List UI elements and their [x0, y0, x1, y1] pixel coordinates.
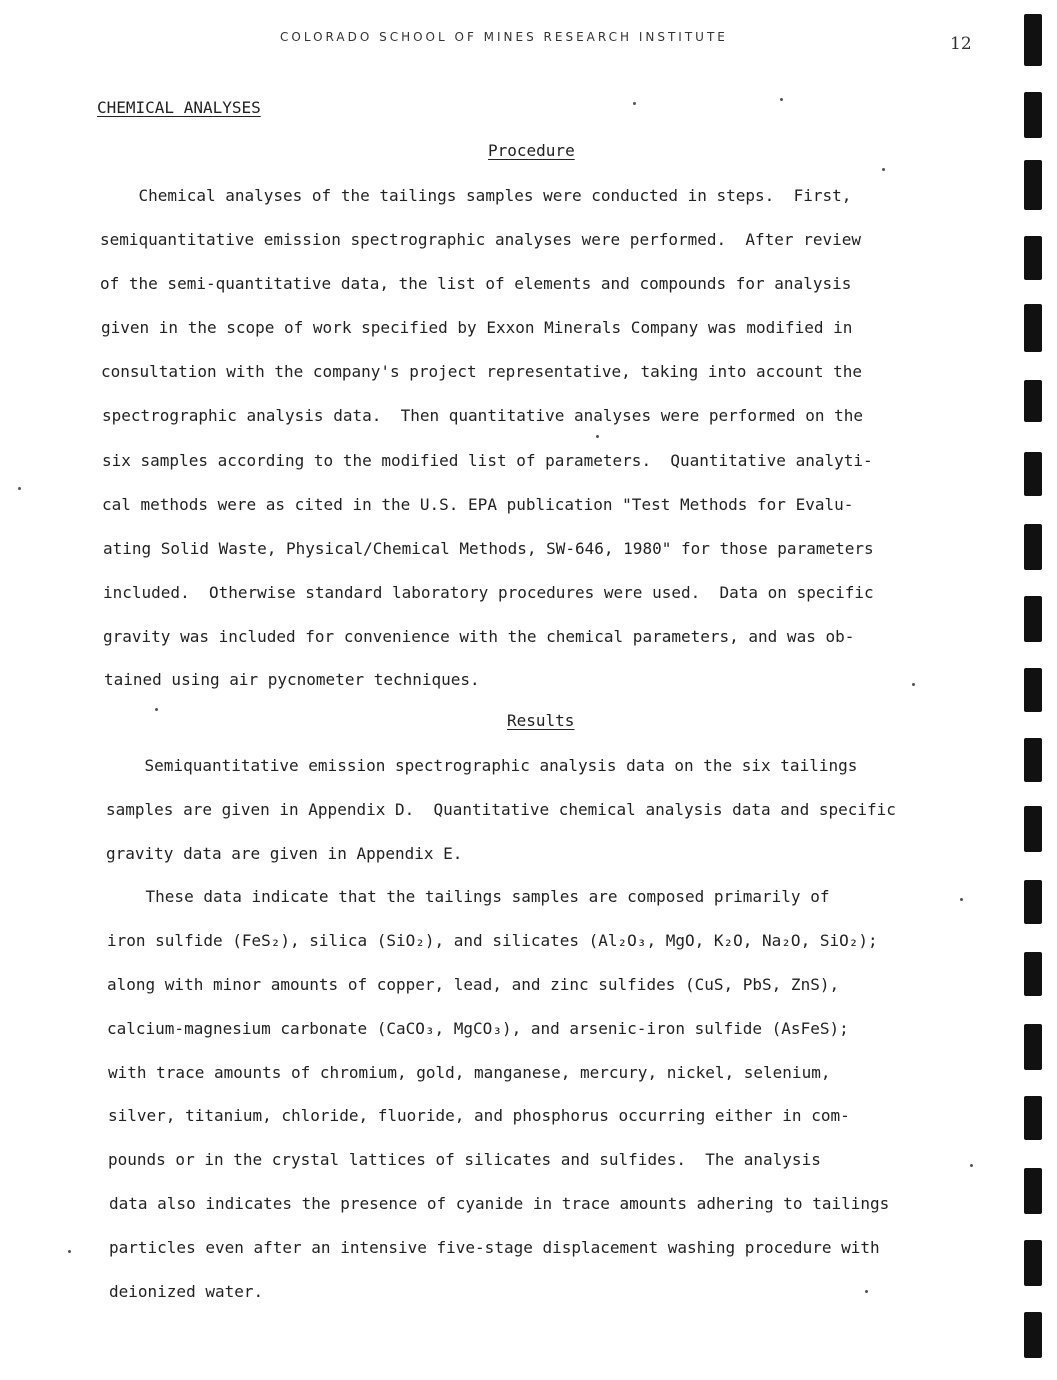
- binding-mark: [1024, 524, 1042, 570]
- page-number: 12: [950, 34, 972, 54]
- text-line: tained using air pycnometer techniques.: [104, 670, 480, 689]
- section-title: CHEMICAL ANALYSES: [97, 98, 261, 117]
- binding-mark: [1024, 1024, 1042, 1070]
- scan-speck: [18, 487, 21, 490]
- results-heading: Results: [507, 711, 575, 730]
- binding-mark: [1024, 668, 1042, 712]
- text-line: six samples according to the modified list of parameters. Quantitative analyti-: [102, 451, 873, 470]
- text-line: Semiquantitative emission spectrographic analysis data on the six tailings: [106, 756, 858, 775]
- text-line: consultation with the company's project representative, taking into account the: [101, 362, 862, 381]
- text-line: along with minor amounts of copper, lead, and zinc sulfides (CuS, PbS, ZnS),: [107, 975, 840, 994]
- binding-mark: [1024, 160, 1042, 210]
- text-line: ating Solid Waste, Physical/Chemical Methods, SW-646, 1980" for those parameters: [103, 539, 874, 558]
- text-line: Chemical analyses of the tailings samples were conducted in steps. First,: [100, 186, 852, 205]
- text-line: These data indicate that the tailings samples are composed primarily of: [107, 887, 830, 906]
- text-line: spectrographic analysis data. Then quantitative analyses were performed on the: [102, 406, 863, 425]
- binding-mark: [1024, 380, 1042, 422]
- binding-mark: [1024, 304, 1042, 352]
- text-line: particles even after an intensive five-stage displacement washing procedure with: [109, 1238, 880, 1257]
- text-line: data also indicates the presence of cyanide in trace amounts adhering to tailings: [109, 1194, 890, 1213]
- scan-speck: [633, 102, 636, 105]
- binding-mark: [1024, 236, 1042, 280]
- binding-mark: [1024, 92, 1042, 138]
- binding-mark: [1024, 1312, 1042, 1358]
- binding-mark: [1024, 1240, 1042, 1286]
- scan-speck: [596, 435, 599, 438]
- binding-mark: [1024, 1096, 1042, 1140]
- text-line: silver, titanium, chloride, fluoride, and phosphorus occurring either in com-: [108, 1106, 850, 1125]
- scan-speck: [155, 708, 158, 711]
- scan-speck: [865, 1290, 868, 1293]
- text-line: pounds or in the crystal lattices of silicates and sulfides. The analysis: [108, 1150, 821, 1169]
- text-line: given in the scope of work specified by Exxon Minerals Company was modified in: [101, 318, 853, 337]
- text-line: gravity data are given in Appendix E.: [106, 844, 463, 863]
- text-line: gravity was included for convenience with the chemical parameters, and was ob-: [103, 627, 855, 646]
- binding-mark: [1024, 952, 1042, 996]
- binding-mark: [1024, 14, 1042, 66]
- text-line: samples are given in Appendix D. Quantitative chemical analysis data and specific: [106, 800, 896, 819]
- binding-mark: [1024, 738, 1042, 782]
- text-line: calcium-magnesium carbonate (CaCO₃, MgCO₃), and arsenic-iron sulfide (AsFeS);: [107, 1019, 849, 1038]
- binding-mark: [1024, 452, 1042, 496]
- text-line: iron sulfide (FeS₂), silica (SiO₂), and silicates (Al₂O₃, MgO, K₂O, Na₂O, SiO₂);: [107, 931, 878, 950]
- binding-mark: [1024, 596, 1042, 642]
- scan-speck: [882, 168, 885, 171]
- scan-speck: [68, 1250, 71, 1253]
- scan-speck: [780, 98, 783, 101]
- text-line: semiquantitative emission spectrographic analyses were performed. After review: [100, 230, 861, 249]
- scan-speck: [970, 1164, 973, 1167]
- text-line: with trace amounts of chromium, gold, manganese, mercury, nickel, selenium,: [108, 1063, 831, 1082]
- binding-mark: [1024, 880, 1042, 924]
- text-line: included. Otherwise standard laboratory procedures were used. Data on specific: [103, 583, 874, 602]
- binding-mark: [1024, 1168, 1042, 1214]
- scan-speck: [960, 898, 963, 901]
- binding-mark: [1024, 806, 1042, 852]
- scan-speck: [912, 683, 915, 686]
- procedure-heading: Procedure: [488, 141, 575, 160]
- text-line: deionized water.: [109, 1282, 264, 1301]
- institute-header: COLORADO SCHOOL OF MINES RESEARCH INSTITUTE: [280, 30, 728, 44]
- text-line: cal methods were as cited in the U.S. EPA publication "Test Methods for Evalu-: [102, 495, 854, 514]
- text-line: of the semi-quantitative data, the list of elements and compounds for analysis: [100, 274, 852, 293]
